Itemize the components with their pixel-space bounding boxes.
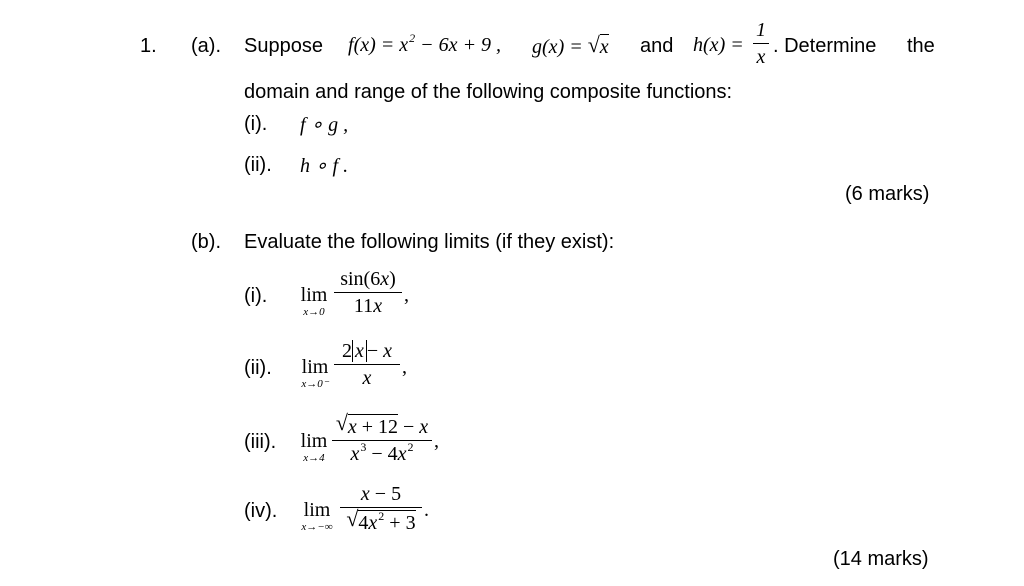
- limit-i-fraction: [334, 268, 402, 317]
- part-b-item-i-label: (i).: [244, 285, 268, 307]
- part-a-line2: domain and range of the following composite functions:: [244, 81, 733, 103]
- limit-iii-comma: ,: [434, 430, 439, 452]
- limit-ii-fraction: [334, 340, 400, 389]
- part-a-item-ii-label: (ii).: [244, 154, 272, 176]
- limit-iv-operator: lim x→−∞: [301, 499, 333, 533]
- limit-iii-fraction: [332, 414, 432, 467]
- h-numerator: 1: [756, 19, 766, 41]
- limit-iv-denominator: √ $4x^2 + 3$: [340, 510, 422, 536]
- g-definition: g(x) = √ x: [532, 34, 609, 59]
- limit-ii-numerator: 2 x − x: [341, 340, 393, 362]
- limit-ii-operator: lim x→0⁻: [301, 356, 329, 390]
- f-definition: $f(x) = x^2 - 6x + 9$ ,: [348, 31, 502, 56]
- limit-iii-numerator: √ x + 12 − x: [332, 414, 432, 438]
- limit-ii-comma: ,: [402, 356, 407, 378]
- part-a-item-ii-expr: h ∘ f .: [300, 155, 349, 177]
- part-a-item-i-expr: f ∘ g ,: [300, 114, 349, 136]
- and-word: and: [640, 35, 674, 57]
- limit-iii-denominator: $x^3 - 4x^2$: [350, 440, 414, 465]
- limit-i-operator: lim x→0: [300, 284, 328, 318]
- part-b-intro: Evaluate the following limits (if they exist):: [244, 231, 615, 253]
- part-b-item-iv-label: (iv).: [244, 500, 278, 522]
- part-b-marks: (14 marks): [833, 548, 929, 570]
- part-a-item-i-label: (i).: [244, 113, 268, 135]
- limit-iv-period: .: [424, 499, 429, 521]
- h-definition-lhs: h(x) =: [693, 34, 744, 56]
- question-number: 1.: [140, 35, 157, 57]
- part-b-item-ii-label: (ii).: [244, 357, 272, 379]
- limit-iv-numerator: x − 5: [360, 483, 402, 505]
- limit-iii-operator: lim x→4: [300, 430, 328, 464]
- h-fraction: [753, 19, 769, 68]
- the-word: the: [907, 35, 935, 57]
- limit-i-denominator: 11x: [353, 295, 383, 317]
- limit-iv-fraction: [340, 483, 422, 536]
- part-b-item-iii-label: (iii).: [244, 431, 277, 453]
- part-a-marks: (6 marks): [845, 183, 930, 205]
- limit-i-comma: ,: [404, 284, 409, 306]
- limit-i-numerator: sin(6x): [340, 268, 396, 290]
- h-denominator: x: [756, 46, 766, 68]
- determine-word: . Determine: [773, 35, 877, 57]
- limit-ii-denominator: x: [362, 367, 372, 389]
- part-b-label: (b).: [191, 231, 221, 253]
- suppose-word: Suppose: [244, 35, 323, 57]
- part-a-label: (a).: [191, 35, 221, 57]
